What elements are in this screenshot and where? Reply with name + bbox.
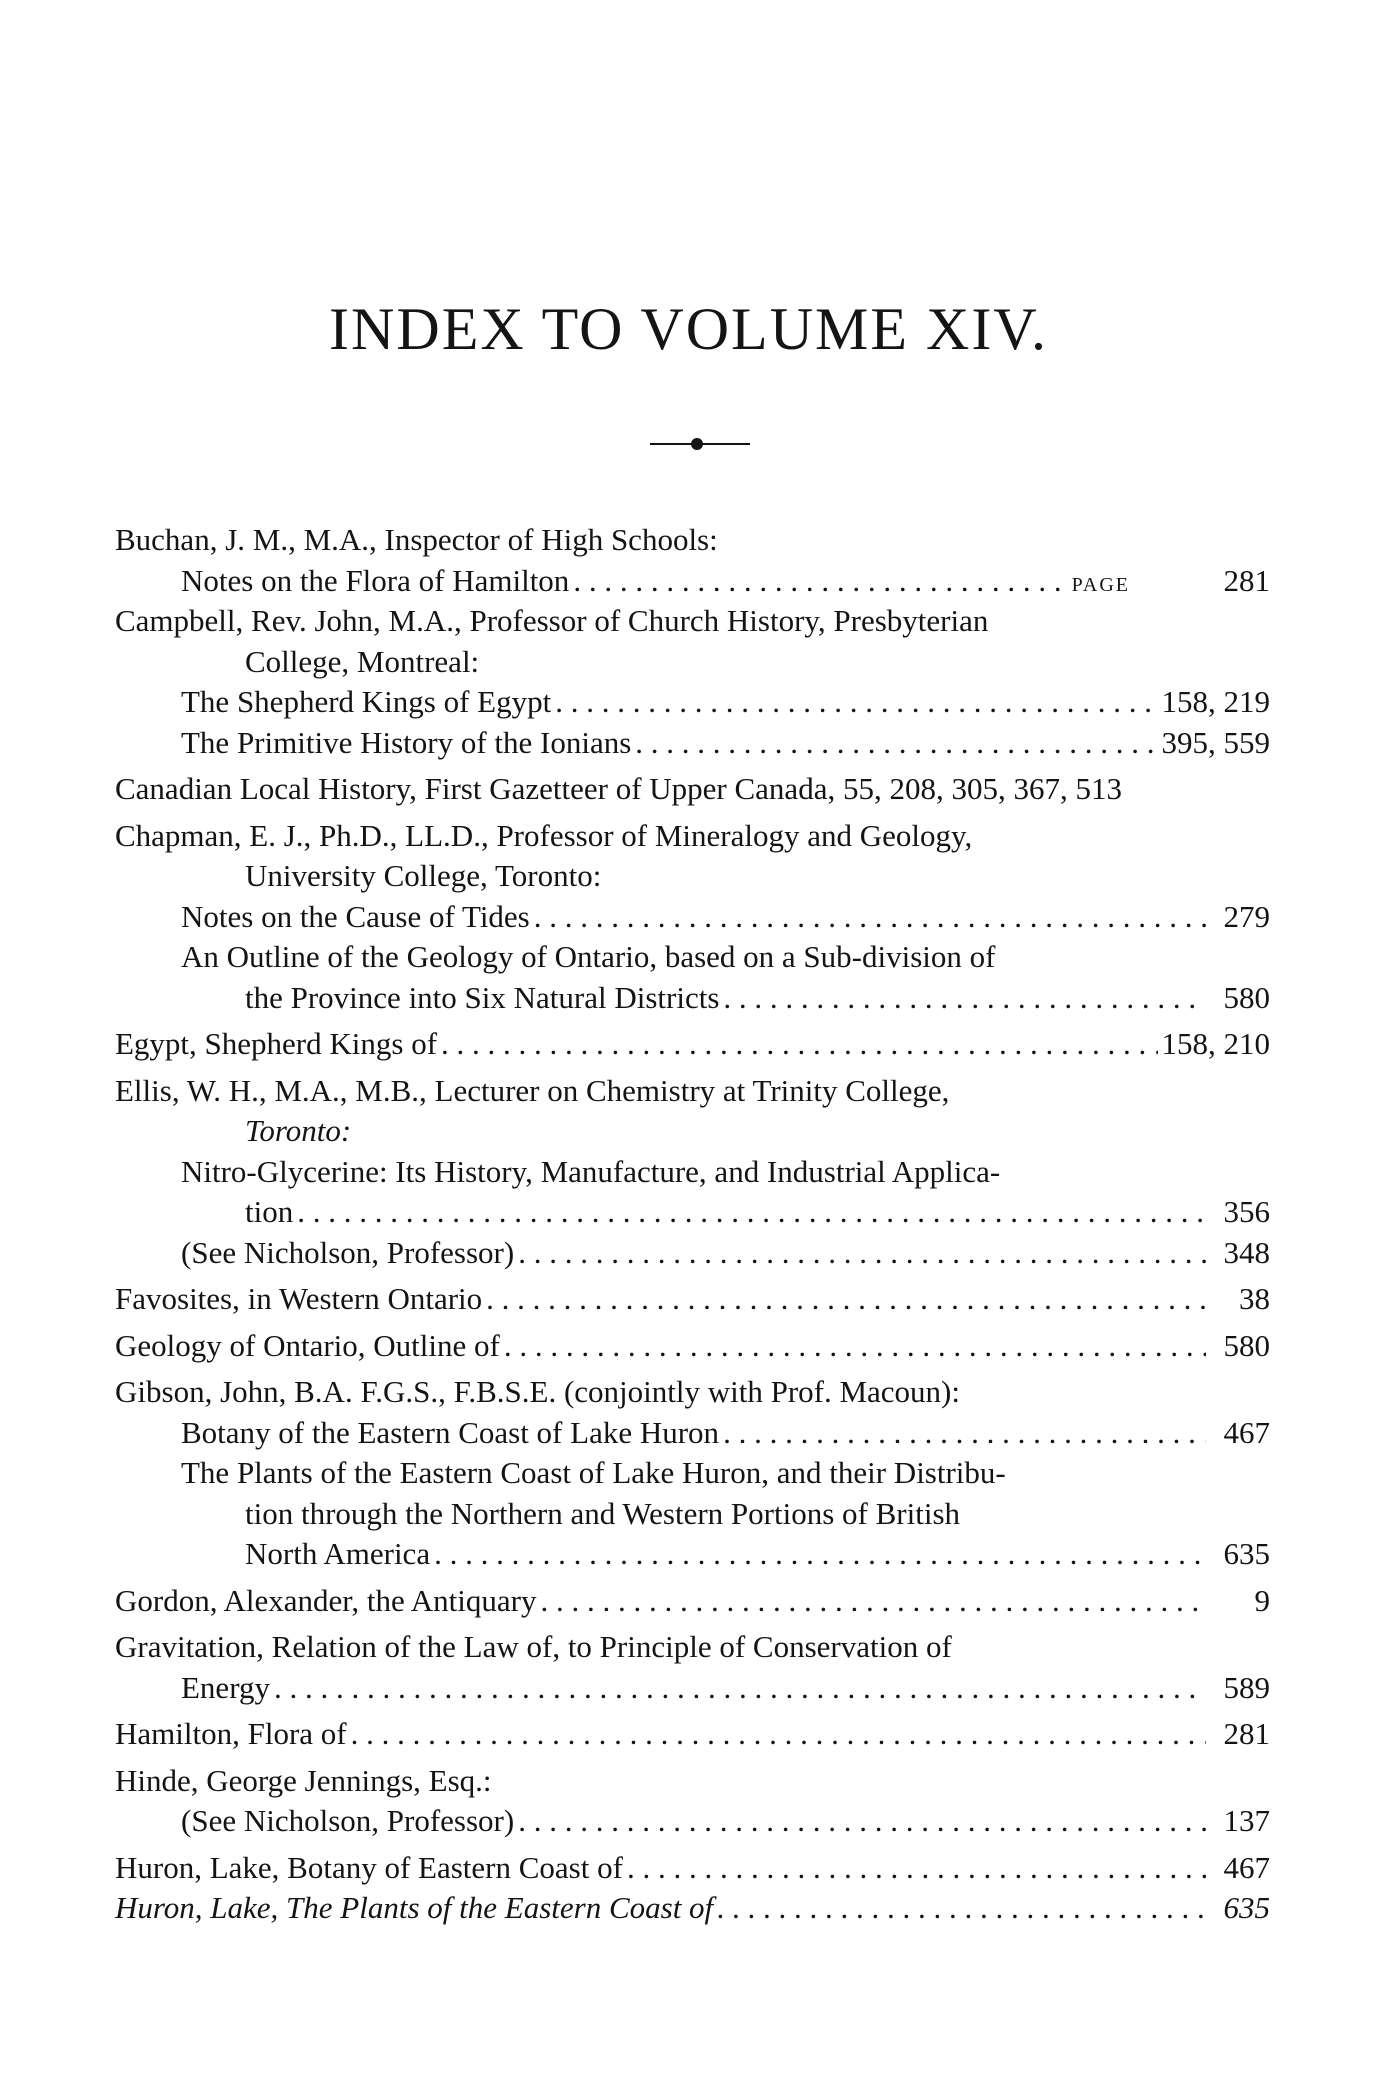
entry-title: Gordon, Alexander, the Antiquary [115, 1582, 537, 1618]
entry-ellis-heading-line2: Toronto: [245, 1113, 352, 1148]
dot-leader [518, 1801, 1206, 1842]
entry-title: the Province into Six Natural Districts [245, 979, 720, 1015]
entry-title: tion [245, 1194, 294, 1229]
dot-leader [274, 1668, 1206, 1709]
entry-title: Egypt, Shepherd Kings of [115, 1026, 438, 1061]
page-number: 467 [1223, 1414, 1270, 1450]
entry-title: The Shepherd Kings of Egypt [181, 684, 552, 719]
entry-ellis-see-nicholson [115, 1233, 1270, 1274]
dot-leader [441, 1024, 1157, 1065]
dot-leader [627, 1848, 1206, 1889]
entry-gordon [115, 1581, 1270, 1622]
entry-title: Geology of Ontario, Outline of [115, 1327, 500, 1363]
entry-gravitation-line2 [115, 1668, 1270, 1709]
entry-huron-botany [115, 1848, 1270, 1889]
entry-geology-ontario [115, 1326, 1270, 1367]
page-number: 348 [1223, 1234, 1270, 1270]
dot-leader [486, 1279, 1206, 1320]
entry-title: Huron, Lake, The Plants of the Eastern Coast of [115, 1890, 714, 1925]
entry-hinde-heading: Hinde, George Jennings, Esq.: [115, 1762, 492, 1798]
page-number: 279 [1223, 898, 1270, 934]
entry-hamilton [115, 1714, 1270, 1755]
entry-campbell-heading-line1: Campbell, Rev. John, M.A., Professor of Church History, Presbyterian [115, 603, 989, 638]
entry-campbell-shepherd-kings [115, 682, 1270, 723]
page-number: 635 [1223, 1890, 1270, 1925]
entry-ellis-nitro-line1: Nitro-Glycerine: Its History, Manufacture, and Industrial Applica- [181, 1153, 1001, 1189]
dot-leader [434, 1534, 1206, 1575]
dot-leader [540, 1581, 1206, 1622]
entry-gravitation-line1: Gravitation, Relation of the Law of, to Principle of Conservation of [115, 1629, 952, 1664]
entry-chapman-heading-line2: University College, Toronto: [245, 858, 602, 893]
entry-title: Huron, Lake, Botany of Eastern Coast of [115, 1849, 623, 1885]
title-rule-ornament [691, 438, 703, 450]
entry-hinde-see-nicholson [115, 1801, 1270, 1842]
entry-huron-plants [115, 1888, 1270, 1929]
entry-title: Notes on the Cause of Tides [181, 898, 530, 934]
entry-gibson-plants-line3 [115, 1534, 1270, 1575]
page-number: 580 [1223, 1327, 1270, 1363]
dot-leader [723, 978, 1206, 1019]
page-number: 395, 559 [1161, 724, 1270, 760]
page-number: 281 [1223, 562, 1270, 598]
dot-leader [297, 1192, 1206, 1233]
dot-leader [534, 897, 1206, 938]
page-number: 281 [1223, 1716, 1270, 1751]
entry-gibson-botany [115, 1413, 1270, 1454]
page-number: 158, 219 [1161, 684, 1270, 719]
entry-chapman-tides [115, 897, 1270, 938]
entry-gibson-plants-line1: The Plants of the Eastern Coast of Lake Huron, and their Distribu- [181, 1455, 1006, 1490]
entry-chapman-heading-line1: Chapman, E. J., Ph.D., LL.D., Professor of Mineralogy and Geology, [115, 817, 973, 853]
entry-ellis-heading-line1: Ellis, W. H., M.A., M.B., Lecturer on Chemistry at Trinity College, [115, 1072, 950, 1108]
entry-egypt [115, 1024, 1270, 1065]
dot-leader [518, 1233, 1206, 1274]
entry-ellis-nitro-line2 [115, 1192, 1270, 1233]
page-number: 9 [1254, 1582, 1270, 1618]
entry-title: Energy [181, 1669, 270, 1705]
page-number: 467 [1223, 1849, 1270, 1885]
page-column-label: PAGE [1071, 573, 1130, 596]
page-number: 158, 210 [1161, 1026, 1270, 1061]
entry-title: (See Nicholson, Professor) [181, 1234, 515, 1270]
entry-title: North America [245, 1536, 431, 1571]
entry-buchan-notes-flora [115, 561, 1270, 602]
entry-title: Favosites, in Western Ontario [115, 1281, 483, 1316]
dot-leader [723, 1413, 1206, 1454]
entry-canadian-local-history: Canadian Local History, First Gazetteer of Upper Canada, 55, 208, 305, 367, 513 [115, 771, 1122, 806]
dot-leader [504, 1326, 1206, 1367]
entry-title: The Primitive History of the Ionians [181, 724, 632, 760]
entry-gibson-plants-line2: tion through the Northern and Western Portions of British [245, 1495, 961, 1531]
entry-title: (See Nicholson, Professor) [181, 1803, 515, 1838]
entry-chapman-outline-line1: An Outline of the Geology of Ontario, based on a Sub-division of [181, 939, 996, 974]
dot-leader [555, 682, 1157, 723]
page-number: 137 [1223, 1803, 1270, 1838]
entry-title: Hamilton, Flora of [115, 1716, 347, 1751]
page-number: 635 [1223, 1536, 1270, 1571]
dot-leader [573, 561, 1067, 602]
entry-campbell-ionians [115, 723, 1270, 764]
index-entries [115, 520, 1270, 1929]
page-number: 356 [1223, 1194, 1270, 1229]
page-number: 580 [1223, 979, 1270, 1015]
page-number: 589 [1223, 1669, 1270, 1705]
entry-campbell-heading-line2: College, Montreal: [245, 643, 480, 679]
dot-leader [351, 1714, 1206, 1755]
entry-favosites [115, 1279, 1270, 1320]
entry-title: Botany of the Eastern Coast of Lake Huron [181, 1414, 720, 1450]
dot-leader [635, 723, 1157, 764]
entry-buchan-notes-flora-title: Notes on the Flora of Hamilton [181, 562, 570, 598]
entry-chapman-outline-line2 [115, 978, 1270, 1019]
entry-gibson-heading: Gibson, John, B.A. F.G.S., F.B.S.E. (conjointly with Prof. Macoun): [115, 1374, 960, 1409]
page-number: 38 [1239, 1281, 1270, 1316]
dot-leader [717, 1888, 1206, 1929]
page-title: INDEX TO VOLUME XIV. [329, 296, 1048, 362]
entry-buchan-heading: Buchan, J. M., M.A., Inspector of High Schools: [115, 522, 718, 557]
